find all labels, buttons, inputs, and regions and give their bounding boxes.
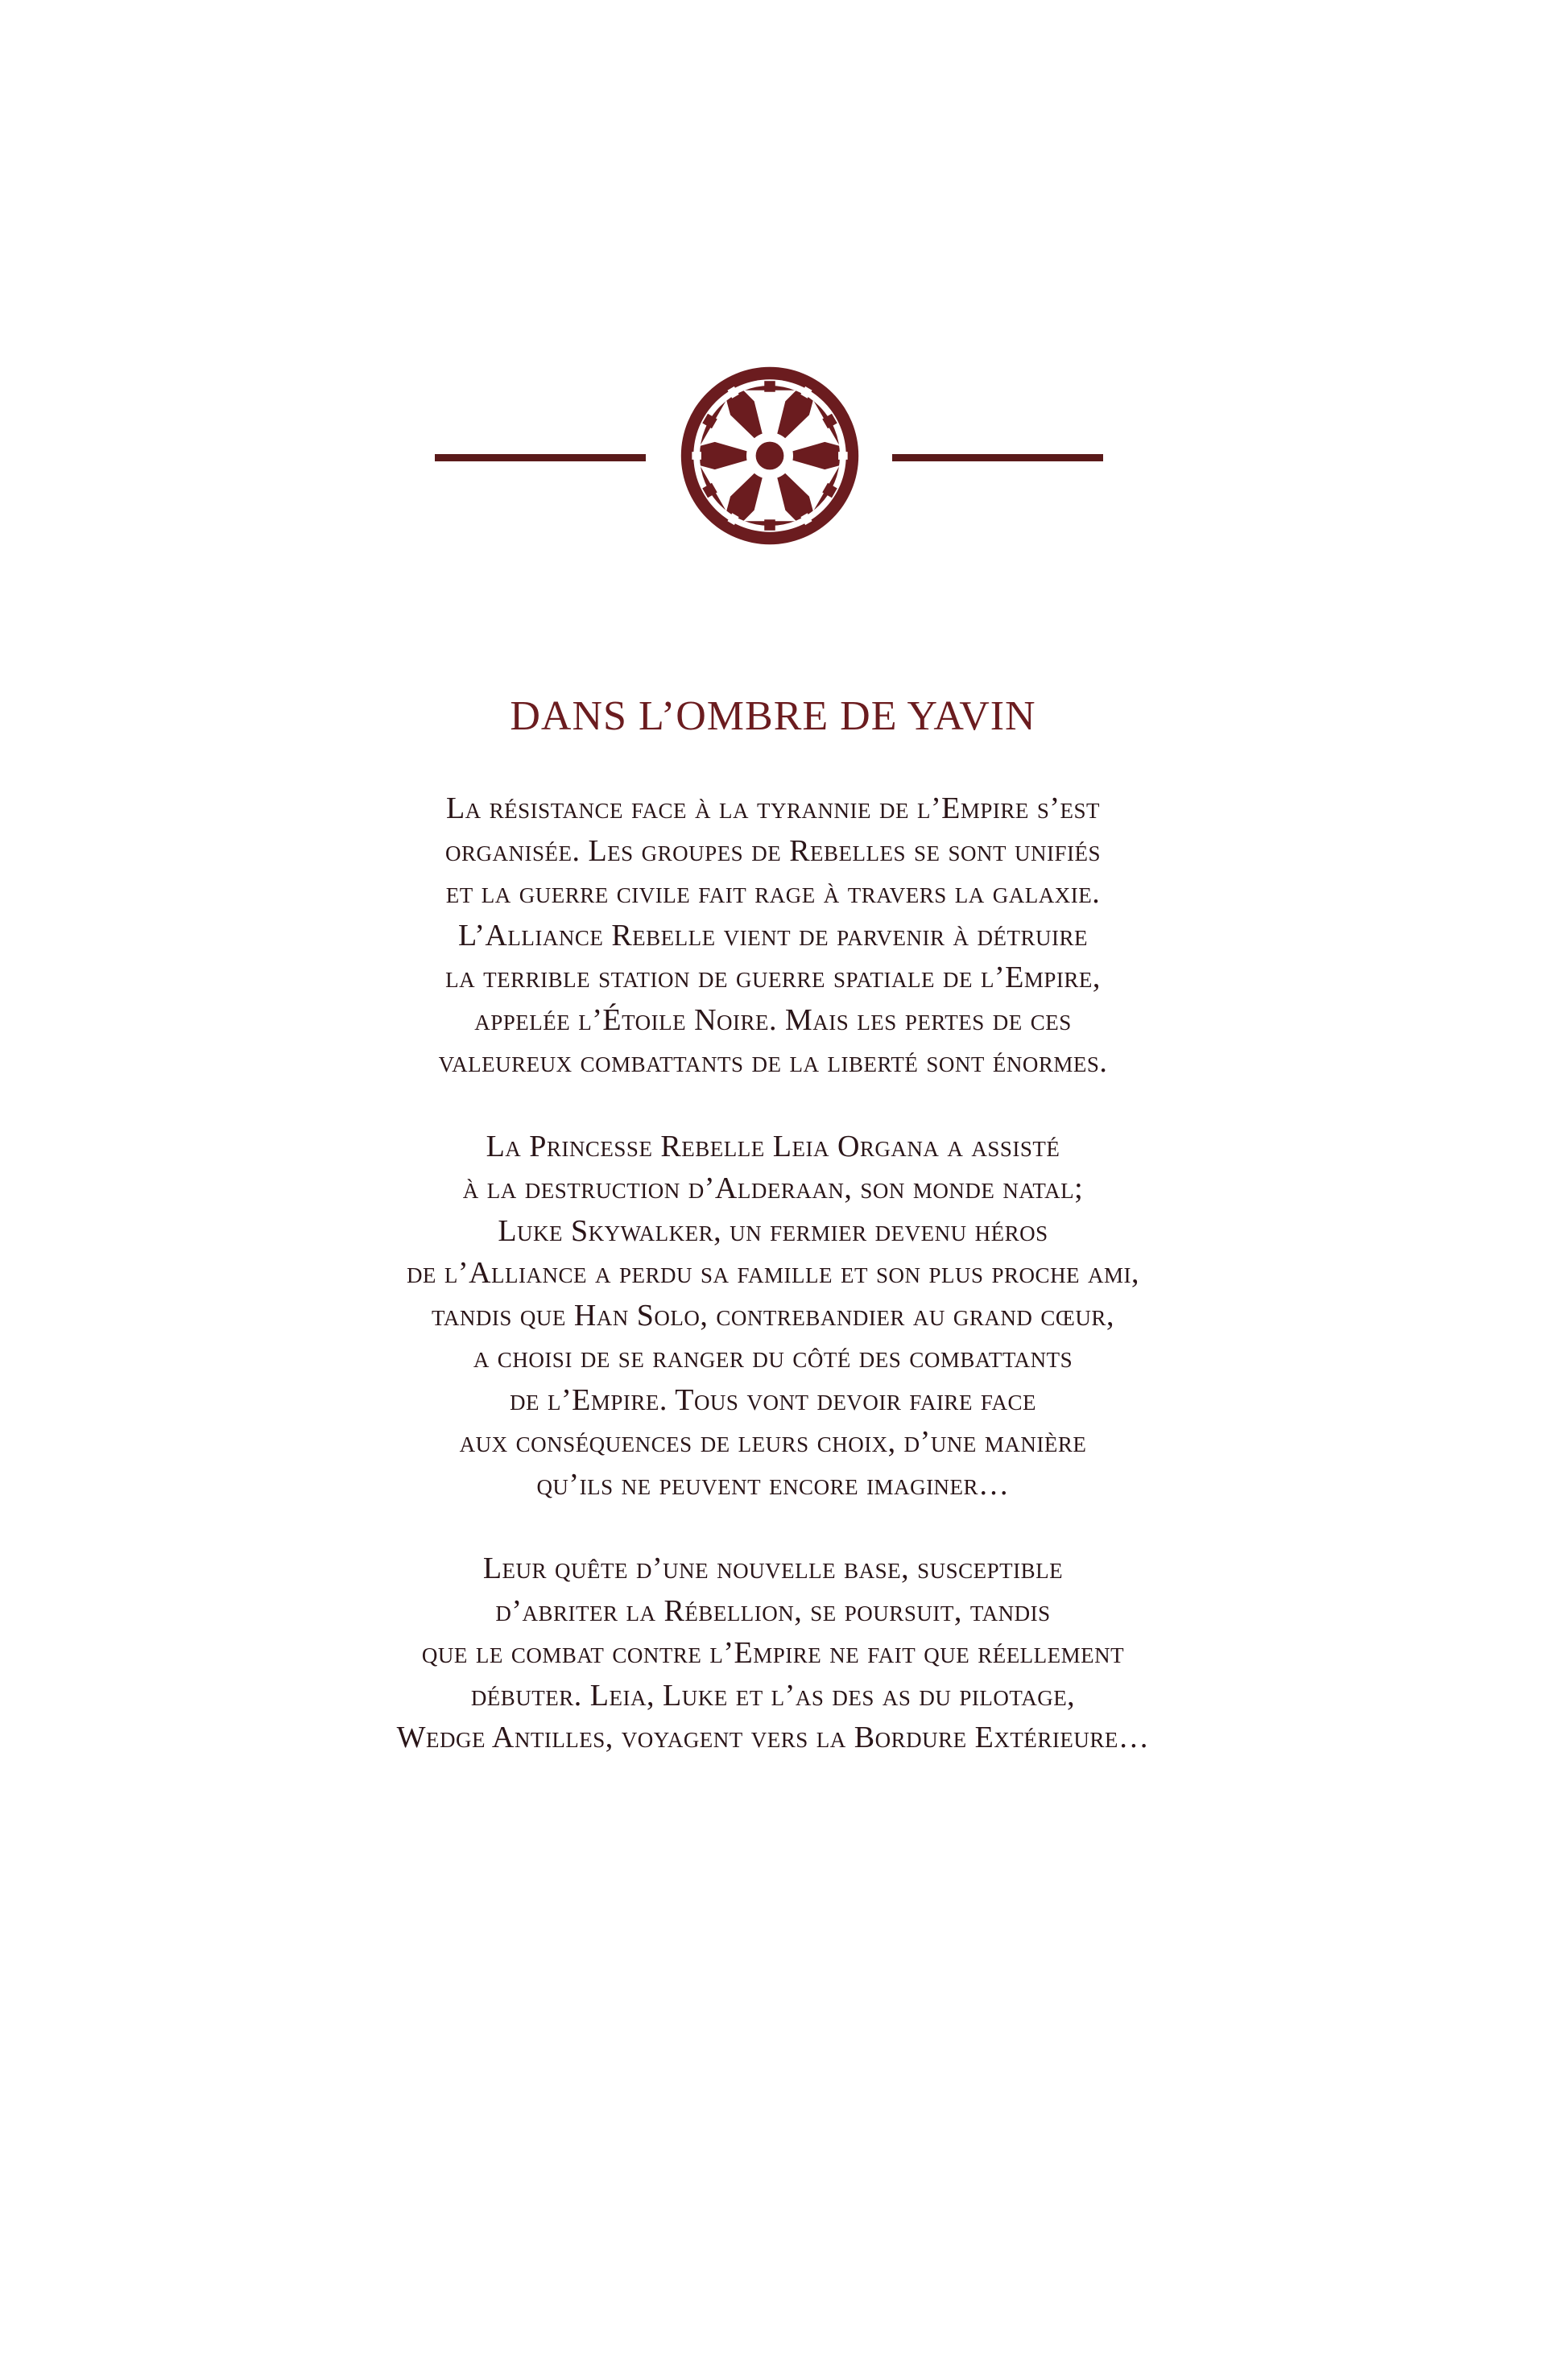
crawl-line: organisée. Les groupes de Rebelles se sont unifiés (444, 833, 1102, 868)
crawl-line: d’abriter la Rébellion, se poursuit, tandis (495, 1593, 1051, 1628)
left-divider (435, 454, 646, 461)
crawl-line: que le combat contre l’Empire ne fait que réellement (421, 1636, 1125, 1670)
crawl-line: tandis que Han Solo, contrebandier au grand cœur, (432, 1298, 1114, 1333)
crawl-line: appelée l’Étoile Noire. Mais les pertes de ces (474, 1002, 1072, 1037)
crawl-line: valeureux combattants de la liberté sont énormes. (438, 1045, 1108, 1079)
crawl-line: de l’Empire. Tous vont devoir faire face (510, 1382, 1036, 1417)
crawl-line: Wedge Antilles, voyagent vers la Bordure Extérieure… (396, 1721, 1150, 1754)
crawl-line: La Princesse Rebelle Leia Organa a assisté (486, 1129, 1060, 1163)
crawl-paragraph (209, 1547, 1337, 1759)
imperial-crest-icon (676, 362, 863, 549)
right-divider (892, 454, 1103, 461)
crawl-line: la terrible station de guerre spatiale de l’Empire, (445, 961, 1101, 994)
crawl-line: de l’Alliance a perdu sa famille et son plus proche ami, (406, 1256, 1140, 1290)
crawl-line: qu’ils ne peuvent encore imaginer… (536, 1467, 1010, 1502)
crawl-line: Leur quête d’une nouvelle base, susceptible (482, 1552, 1064, 1585)
crawl-line: à la destruction d’Alderaan, son monde natal; (462, 1171, 1084, 1205)
crawl-paragraph (209, 1126, 1337, 1506)
crawl-line: L’Alliance Rebelle vient de parvenir à détruire (458, 918, 1088, 952)
crawl-line: Luke Skywalker, un fermier devenu héros (498, 1213, 1048, 1248)
crawl-line: et la guerre civile fait rage à travers la galaxie. (445, 876, 1101, 910)
crawl-paragraph (209, 787, 1337, 1084)
opening-crawl (209, 787, 1337, 1801)
crawl-line: La résistance face à la tyrannie de l’Empire s’est (445, 791, 1101, 825)
header-ornament (0, 362, 1546, 556)
crawl-line: débuter. Leia, Luke et l’as des as du pilotage, (470, 1678, 1076, 1713)
crawl-line: a choisi de se ranger du côté des combattants (473, 1341, 1073, 1374)
crawl-line: aux conséquences de leurs choix, d’une manière (459, 1425, 1087, 1459)
page-title: DANS L’OMBRE DE YAVIN (510, 693, 1036, 739)
